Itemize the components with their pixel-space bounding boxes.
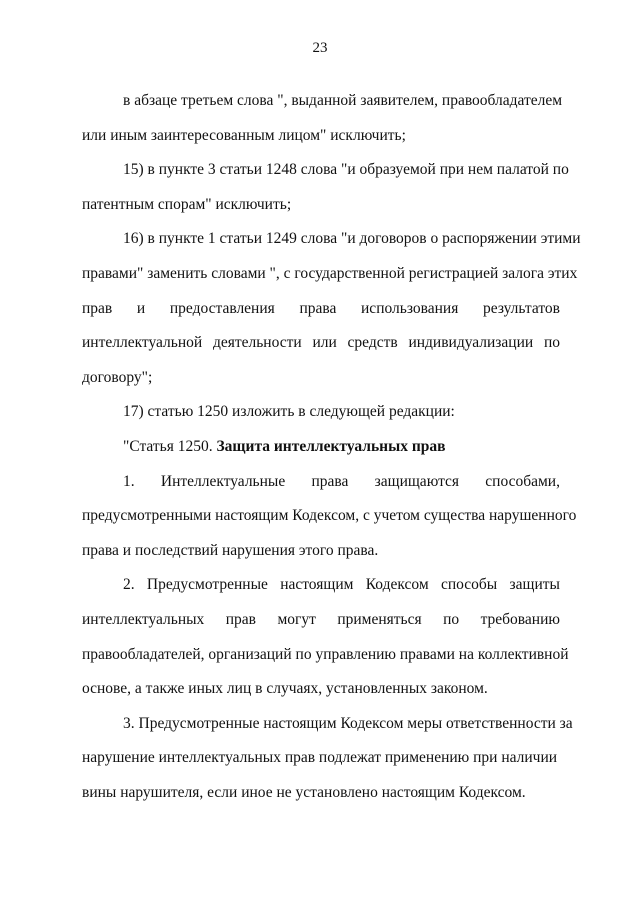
text-line: 3. Предусмотренные настоящим Кодексом меры ответственности за: [123, 714, 573, 732]
text-line: 15) в пункте 3 статьи 1248 слова "и образуемой при нем палатой по: [123, 161, 569, 179]
text-line: в абзаце третьем слова ", выданной заявителем, правообладателем: [123, 92, 563, 109]
text-line: предусмотренными настоящим Кодексом, с учетом существа нарушенного: [82, 507, 577, 525]
justified-line: [82, 465, 560, 500]
word: результатов: [483, 299, 560, 317]
word: способами,: [485, 472, 560, 490]
word: интеллектуальных: [82, 610, 205, 628]
word: предоставления: [169, 299, 275, 317]
word: использования: [361, 299, 459, 317]
word: Кодексом: [365, 576, 429, 594]
word: настоящим: [280, 576, 354, 594]
word: и: [136, 299, 146, 317]
word: Предусмотренные: [146, 576, 268, 594]
text-line: правообладателей, организаций по управлению правами на коллективной: [82, 645, 569, 663]
text-line: договору";: [82, 368, 153, 386]
justified-line: [82, 568, 560, 603]
page-number: 23: [312, 40, 328, 56]
word: требованию: [480, 610, 560, 628]
word: по: [543, 334, 560, 352]
text-line: права и последствий нарушения этого права.: [82, 541, 379, 559]
paragraph-15: [82, 153, 569, 222]
text-line: [82, 430, 560, 465]
article-clause-2: [82, 568, 569, 706]
word: прав: [82, 299, 113, 317]
word: защиты: [509, 576, 560, 594]
paragraph-16: [82, 222, 581, 395]
text-line: правами" заменить словами ", с государственной регистрацией залога этих: [82, 264, 578, 282]
text-line: основе, а также иных лиц в случаях, установленных законом.: [82, 680, 488, 698]
word: или: [312, 334, 337, 352]
text-line: 16) в пункте 1 статьи 1249 слова "и договоров о распоряжении этими: [123, 230, 581, 248]
paragraph-17: [82, 395, 560, 430]
word: Интеллектуальные: [160, 472, 286, 490]
article-clause-3: [82, 707, 573, 811]
word: прав: [225, 610, 256, 628]
text-line: 17) статью 1250 изложить в следующей редакции:: [123, 403, 455, 421]
article-heading: [82, 430, 560, 465]
word: способы: [440, 576, 498, 594]
justified-line: [82, 603, 560, 638]
word: средств: [347, 334, 398, 352]
word: по: [443, 610, 460, 628]
word: 2.: [123, 576, 135, 594]
paragraph-abzac-tretiy: [82, 84, 563, 153]
document-body: [82, 84, 581, 810]
text-line: вины нарушителя, если иное не установлено настоящим Кодексом.: [82, 783, 526, 801]
justified-line: [82, 292, 560, 327]
word: 1.: [123, 472, 135, 490]
word: индивидуализации: [408, 334, 534, 352]
justified-line: [82, 326, 560, 361]
article-clause-1: [82, 465, 577, 569]
word: права: [311, 472, 349, 490]
word: деятельности: [212, 334, 302, 352]
text-line: или иным заинтересованным лицом" исключить;: [82, 126, 406, 144]
word: права: [299, 299, 337, 317]
word: защищаются: [374, 472, 460, 490]
word: применяться: [337, 610, 422, 628]
word: могут: [277, 610, 316, 628]
article-number: "Статья 1250.: [123, 437, 217, 455]
text-line: патентным спорам" исключить;: [82, 195, 292, 213]
text-line: нарушение интеллектуальных прав подлежат применению при наличии: [82, 749, 558, 767]
word: интеллектуальной: [82, 334, 203, 352]
article-title: Защита интеллектуальных прав: [216, 437, 446, 455]
